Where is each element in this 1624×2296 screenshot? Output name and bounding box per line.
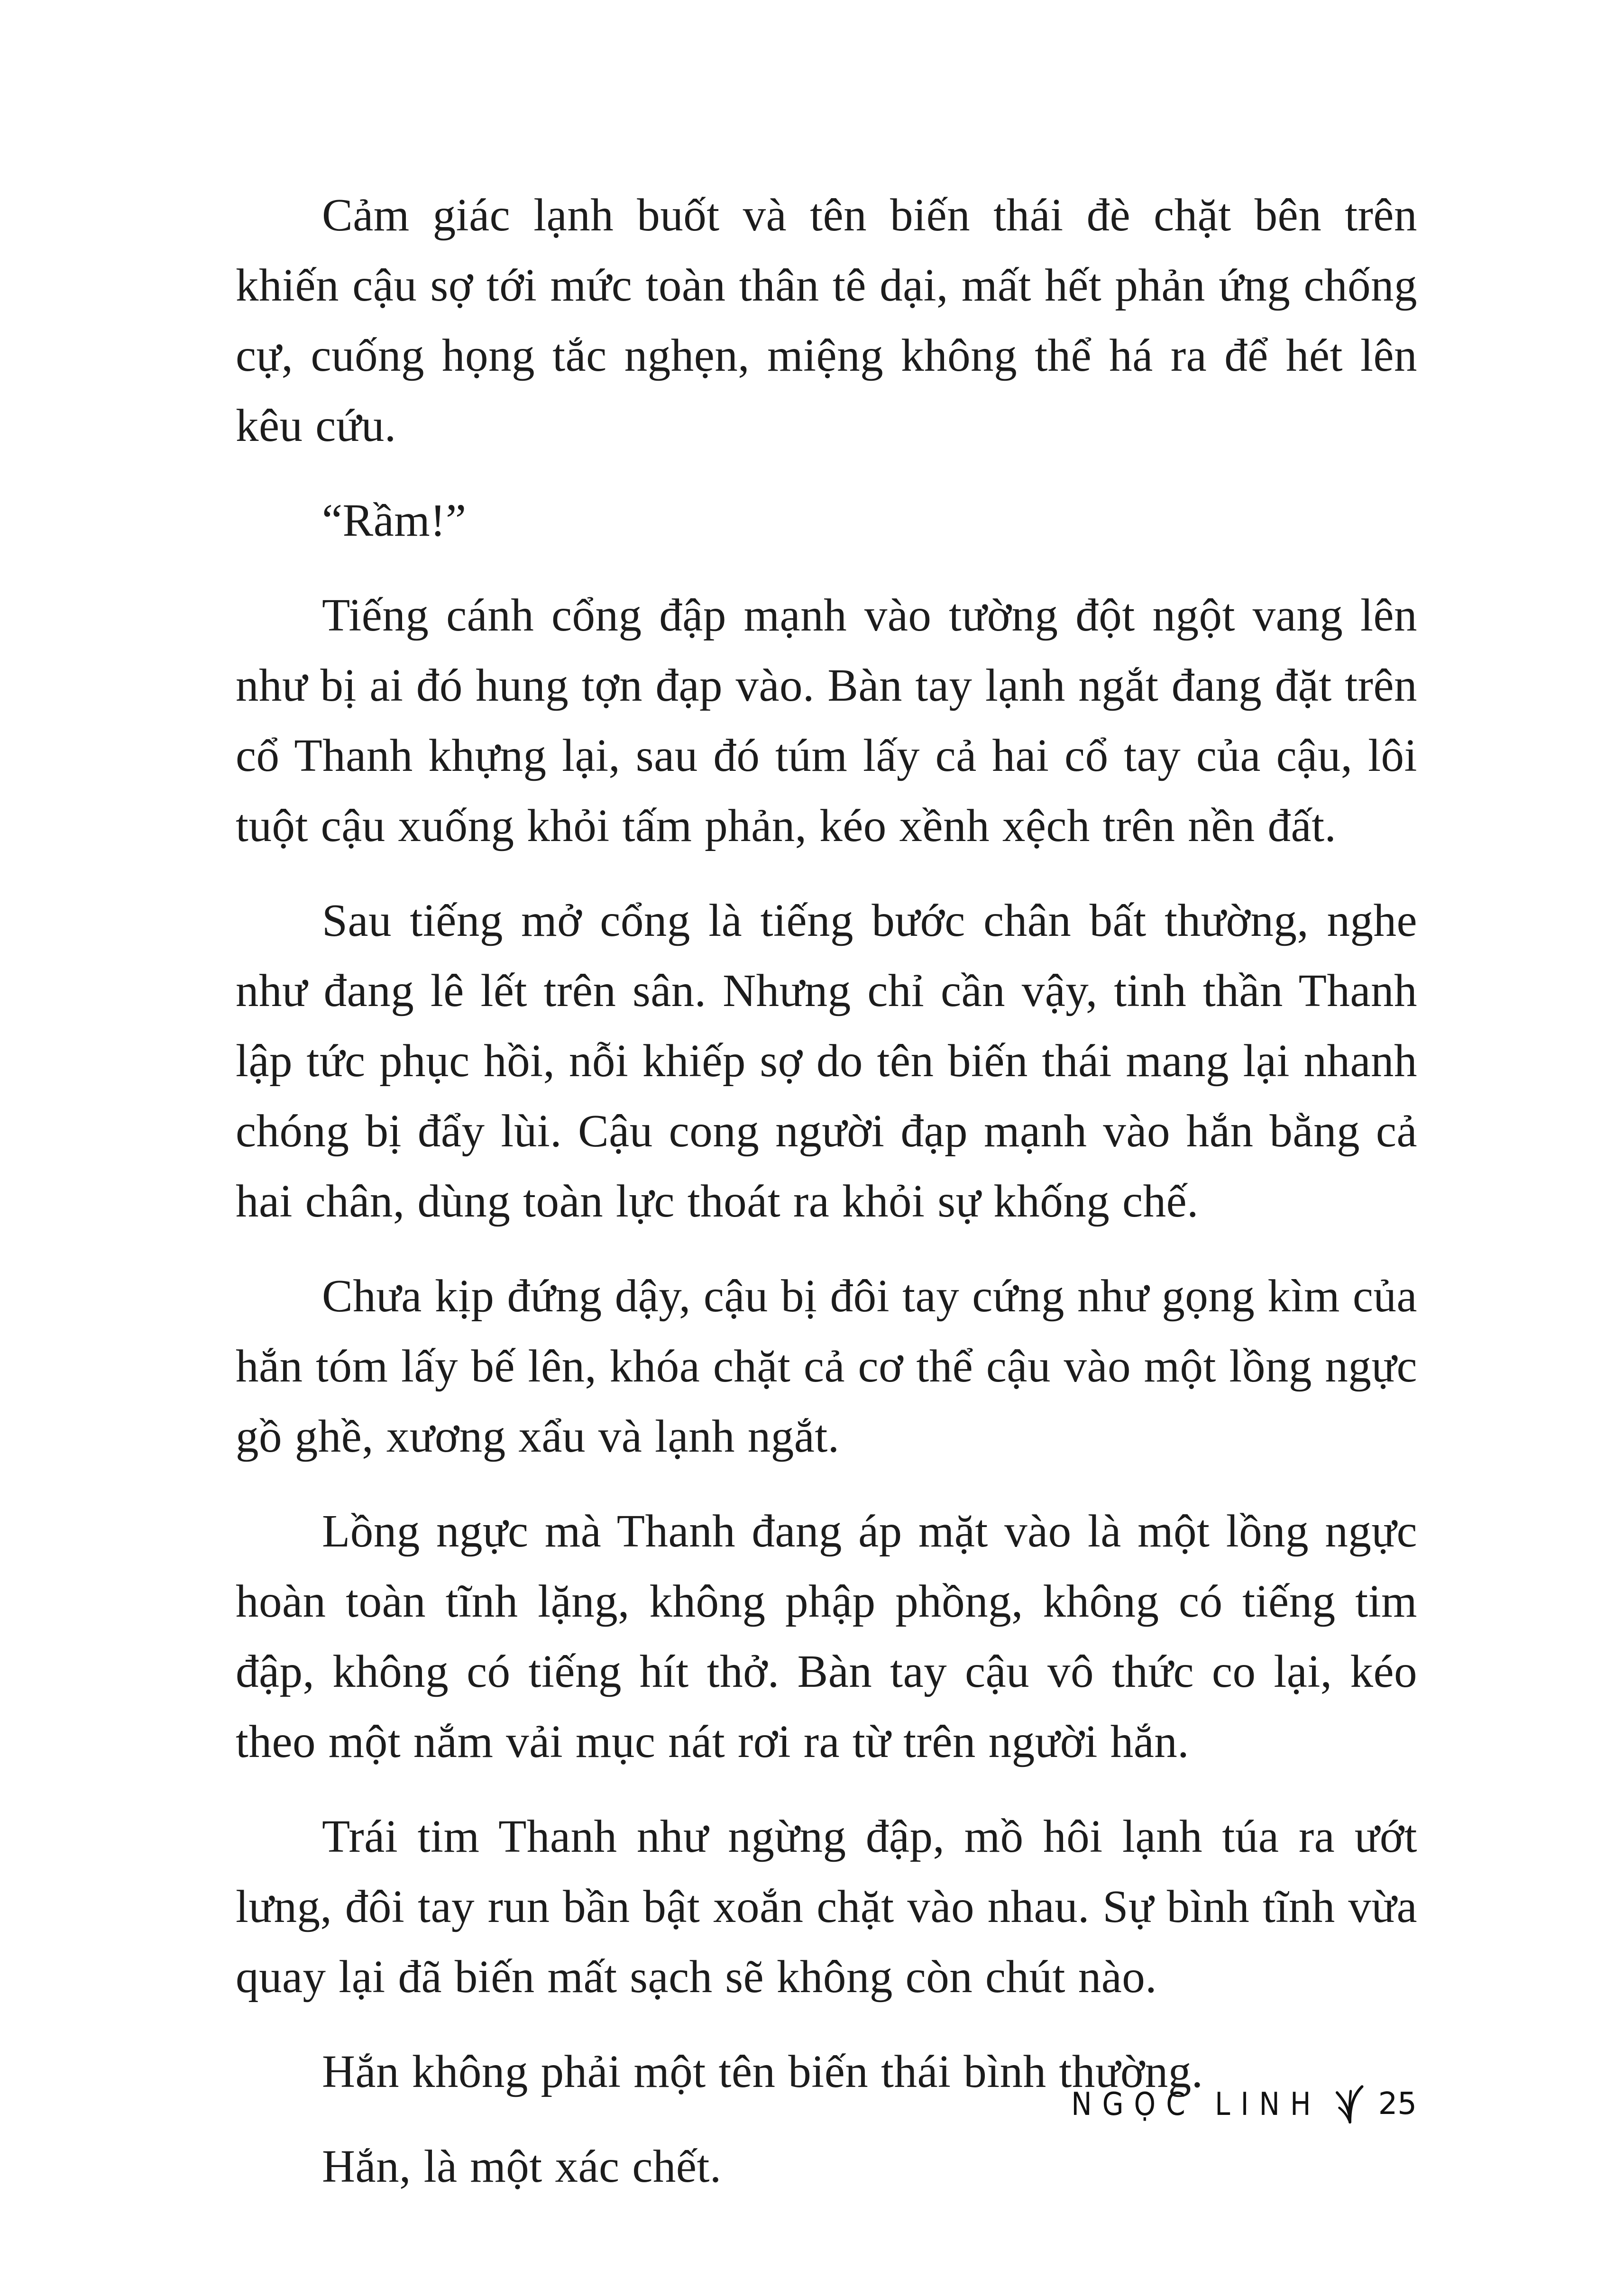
paragraph: Chưa kịp đứng dậy, cậu bị đôi tay cứng như gọng kìm của hắn tóm lấy bế lên, khóa chặt cả cơ thể cậu vào một lồng ngực gồ ghề, xương xẩu và lạnh ngắt. [236, 1271, 1417, 1462]
page-number: 25 [1378, 2086, 1417, 2122]
plant-icon [1335, 2084, 1365, 2124]
paragraph: Sau tiếng mở cổng là tiếng bước chân bất thường, nghe như đang lê lết trên sân. Nhưng chỉ cần vậy, tinh thần Thanh lập tức phục hồi, nỗi khiếp sợ do tên biến thái mang lại nhanh chóng bị đẩy lùi. Cậu cong người đạp mạnh vào hắn bằng cả hai chân, dùng toàn lực thoát ra khỏi sự khống chế. [236, 895, 1417, 1226]
paragraph-dialogue: “Rầm!” [322, 495, 467, 546]
paragraph: Cảm giác lạnh buốt và tên biến thái đè chặt bên trên khiến cậu sợ tới mức toàn thân tê dại, mất hết phản ứng chống cự, cuống họng tắc nghẹn, miệng không thể há ra để hét lên kêu cứu. [236, 190, 1417, 451]
paragraph: Hắn, là một xác chết. [322, 2141, 722, 2192]
page-body-text [236, 180, 1417, 2226]
paragraph: Tiếng cánh cổng đập mạnh vào tường đột ngột vang lên như bị ai đó hung tợn đạp vào. Bàn tay lạnh ngắt đang đặt trên cổ Thanh khựng lại, sau đó túm lấy cả hai cổ tay của cậu, lôi tuột cậu xuống khỏi tấm phản, kéo xềnh xệch trên nền đất. [236, 590, 1417, 851]
paragraph: Trái tim Thanh như ngừng đập, mồ hôi lạnh túa ra ướt lưng, đôi tay run bần bật xoắn chặt vào nhau. Sự bình tĩnh vừa quay lại đã biến mất sạch sẽ không còn chút nào. [236, 1811, 1417, 2002]
paragraph: Lồng ngực mà Thanh đang áp mặt vào là một lồng ngực hoàn toàn tĩnh lặng, không phập phồng, không có tiếng tim đập, không có tiếng hít thở. Bàn tay cậu vô thức co lại, kéo theo một nắm vải mục nát rơi ra từ trên người hắn. [236, 1506, 1417, 1767]
paragraph: Hắn không phải một tên biến thái bình thường. [322, 2046, 1203, 2097]
author-name: NGỌC LINH [1071, 2085, 1321, 2123]
page-footer [1071, 2084, 1417, 2124]
